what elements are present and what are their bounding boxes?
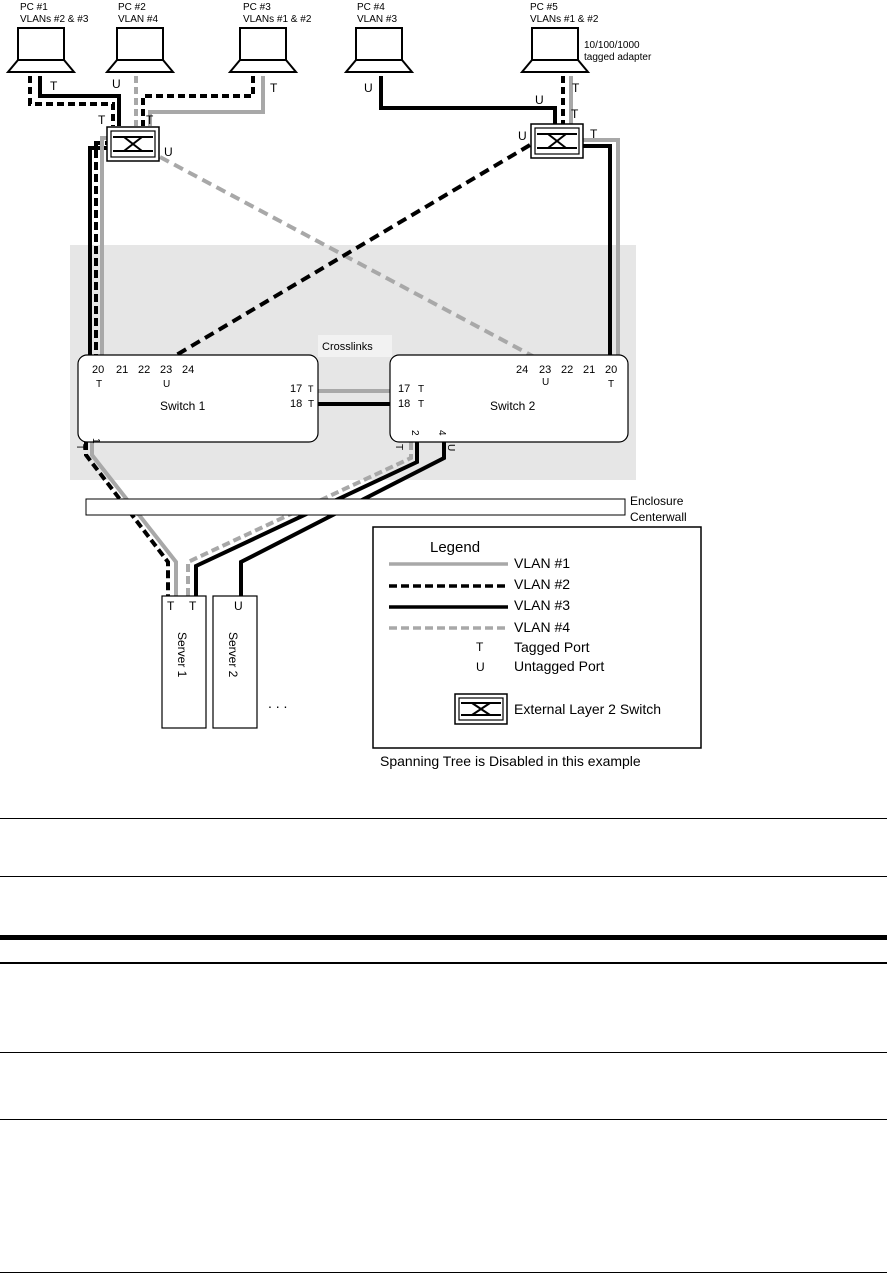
server-2-label: Server 2 xyxy=(226,632,240,678)
adapter-note-line2: tagged adapter xyxy=(584,52,652,63)
switch-1-port-1: 1 xyxy=(90,438,101,444)
legend-untagged-symbol: U xyxy=(476,660,485,674)
switch-2-mark-23: U xyxy=(542,377,550,388)
divider-1 xyxy=(0,818,887,819)
switch-2-port-2: 2 xyxy=(409,430,420,436)
switch-2-port-20: 20 xyxy=(605,364,618,376)
switch-1-mark-20: T xyxy=(96,379,103,390)
legend-vlan-4: VLAN #4 xyxy=(514,619,571,635)
switch-2 xyxy=(390,355,628,451)
switch-1-mark-17: T xyxy=(308,384,314,394)
pc-2-vlans: VLAN #4 xyxy=(118,14,159,25)
pc-3-vlans: VLANs #1 & #2 xyxy=(243,14,312,25)
switch-1-port-21: 21 xyxy=(116,364,129,376)
pc-1-name: PC #1 xyxy=(20,2,48,13)
switch-2-port-24: 24 xyxy=(516,364,529,376)
mark-pc4-u: U xyxy=(364,81,373,95)
mark-sw-a-u: U xyxy=(164,145,173,159)
mark-sw-b-u2: U xyxy=(518,129,527,143)
switch-1-mark-23: U xyxy=(163,379,171,390)
switch-1-port-23: 23 xyxy=(160,364,173,376)
legend-tagged-label: Tagged Port xyxy=(514,639,590,655)
switch-2-mark-18: T xyxy=(418,399,425,410)
legend-vlan-3: VLAN #3 xyxy=(514,597,571,613)
table-row-rule-1 xyxy=(0,1052,887,1053)
server-2-mark-1: U xyxy=(234,599,243,613)
pc-4-name: PC #4 xyxy=(357,2,385,13)
external-switch-right xyxy=(531,124,583,158)
legend-vlan-1: VLAN #1 xyxy=(514,555,571,571)
legend-switch-label: External Layer 2 Switch xyxy=(514,701,662,717)
switch-2-port-22: 22 xyxy=(561,364,574,376)
server-1-label: Server 1 xyxy=(175,632,189,678)
pc-1-vlans: VLANs #2 & #3 xyxy=(20,14,89,25)
spanning-tree-note: Spanning Tree is Disabled in this example xyxy=(380,753,641,769)
legend-vlan-2: VLAN #2 xyxy=(514,576,571,592)
switch-2-mark-4: U xyxy=(445,444,456,452)
legend-title: Legend xyxy=(430,539,481,556)
switch-1-port-18: 18 xyxy=(290,398,303,410)
switch-1 xyxy=(74,355,318,450)
switch-2-mark-2: T xyxy=(393,444,404,451)
pc-1 xyxy=(8,2,89,72)
mark-pc5-t1: T xyxy=(572,81,580,95)
switch-2-port-21: 21 xyxy=(583,364,596,376)
switch-2-mark-20: T xyxy=(608,379,615,390)
mark-pc3-t: T xyxy=(270,81,278,95)
mark-sw-a-t2: T xyxy=(146,113,154,127)
switch-1-port-24: 24 xyxy=(182,364,195,376)
table-header-rule xyxy=(0,962,887,964)
table-top-rule xyxy=(0,935,887,940)
pc-2-name: PC #2 xyxy=(118,2,146,13)
adapter-note-line1: 10/100/1000 xyxy=(584,40,640,51)
mark-sw-b-t2: T xyxy=(590,127,598,141)
switch-2-port-4: 4 xyxy=(436,430,447,436)
table-row-rule-2 xyxy=(0,1119,887,1120)
enclosure-centerwall xyxy=(86,499,625,515)
switch-1-label: Switch 1 xyxy=(160,399,206,413)
legend-untagged-label: Untagged Port xyxy=(514,658,605,674)
mark-sw-a-t1: T xyxy=(98,113,106,127)
server-1-mark-1: T xyxy=(167,599,175,613)
pc-5-name: PC #5 xyxy=(530,2,558,13)
pc-4-vlans: VLAN #3 xyxy=(357,14,398,25)
mark-sw-b-t1: T xyxy=(571,107,579,121)
enclosure-label-line1: Enclosure xyxy=(630,494,684,508)
pc-3 xyxy=(230,2,312,72)
switch-2-port-18: 18 xyxy=(398,398,411,410)
server-1-mark-2: T xyxy=(189,599,197,613)
mark-sw-b-u1: U xyxy=(535,93,544,107)
switch-1-port-17: 17 xyxy=(290,383,303,395)
table-bottom-rule xyxy=(0,1272,887,1273)
switch-2-label: Switch 2 xyxy=(490,399,536,413)
pc-4 xyxy=(346,2,412,72)
legend xyxy=(373,527,701,748)
switch-1-port-20: 20 xyxy=(92,364,105,376)
more-servers-ellipsis: . . . xyxy=(268,695,288,711)
switch-2-port-17: 17 xyxy=(398,383,411,395)
switch-1-mark-18: T xyxy=(308,399,315,410)
pc-3-name: PC #3 xyxy=(243,2,271,13)
pc-5-vlans: VLANs #1 & #2 xyxy=(530,14,599,25)
legend-tagged-symbol: T xyxy=(476,640,484,654)
mark-pc1-t: T xyxy=(50,79,58,93)
pc-2 xyxy=(107,2,173,72)
mark-pc2-u: U xyxy=(112,77,121,91)
switch-2-mark-17: T xyxy=(418,384,425,395)
divider-2 xyxy=(0,876,887,877)
switch-1-mark-1: T xyxy=(74,444,85,451)
switch-2-port-23: 23 xyxy=(539,364,552,376)
crosslinks-label: Crosslinks xyxy=(322,341,373,353)
legend-switch-icon xyxy=(455,694,507,724)
switch-1-port-22: 22 xyxy=(138,364,151,376)
server-1 xyxy=(162,596,206,728)
server-2 xyxy=(213,596,257,728)
enclosure-label-line2: Centerwall xyxy=(630,510,687,524)
external-switch-left xyxy=(107,127,159,161)
